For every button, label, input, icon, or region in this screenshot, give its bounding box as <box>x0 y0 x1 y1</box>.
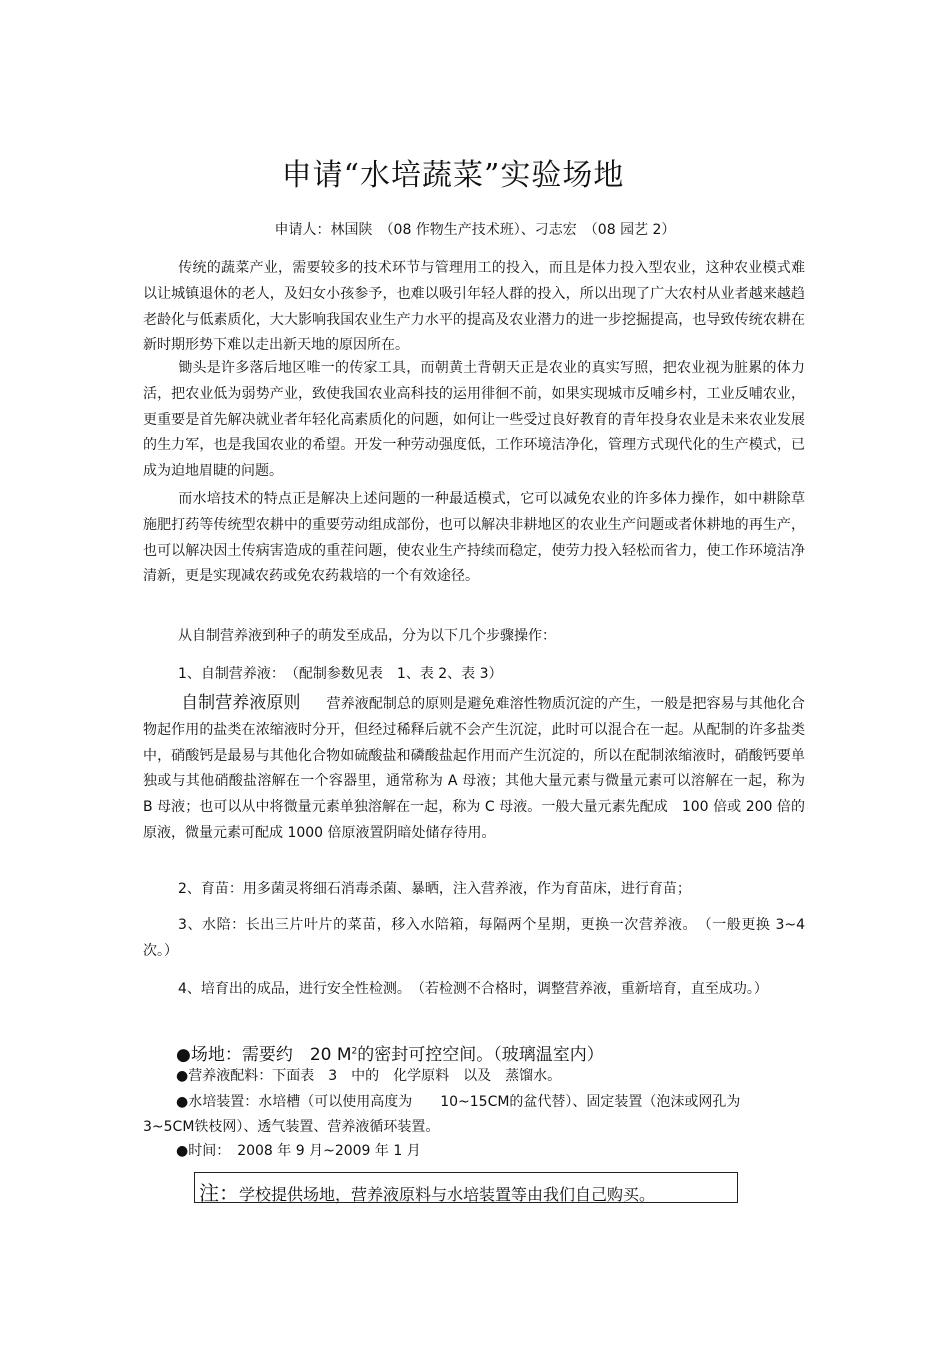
paragraph-3 <box>143 487 805 590</box>
principle-text: 营养液配制总的原则是避免难溶性物质沉淀的产生，一般是把容易与其他化合物起作用的盐类在浓缩液时分开，但经过稀释后就不会产生沉淀，此时可以混合在一起。从配制的许多盐类中，硝酸钙是最易与其他化合物如硫酸盐和磷酸盐起作用而产生沉淀的，所以在配制浓缩液时，硝酸钙要单独或与其他硝酸盐溶解在一个容器里，通常称为 A 母液；其他大量元素与微量元素可以溶解在一起，称为 B 母液；也可以从中将微量元素单独溶解在一起，称为 C 母液。一般大量元素先配成 100 倍或 200 倍的原液，微量元素可配成 1000 倍原液置阴暗处储存待用。 <box>143 696 806 841</box>
note-content <box>199 1177 655 1206</box>
step-4-text: 4、培育出的成品，进行安全性检测。 （若检测不合格时，调整营养液，重新培育，直至成功。） <box>178 981 768 997</box>
step-3 <box>143 913 805 965</box>
bullet-time: ●时间： 2008 年 9 月~2009 年 1 月 <box>176 1143 421 1159</box>
paragraph-4 <box>143 624 805 650</box>
paragraph-2 <box>143 356 805 485</box>
paragraph-2-text: 锄头是许多落后地区唯一的传家工具，而朝黄土背朝天正是农业的真实写照，把农业视为脏累的体力活，把农业低为弱势产业，致使我国农业高科技的运用徘徊不前，如果实现城市反哺乡村，工业反哺农业，更重要是首先解决就业者年轻化高素质化的问题，如何让一些受过良好教育的青年投身农业是未来农业发展的生力军，也是我国农业的希望。开发一种劳动强度低，工作环境洁净化，管理方式现代化的生产模式，已成为迫地眉睫的问题。 <box>143 360 805 480</box>
paragraph-3-text: 而水培技术的特点正是解决上述问题的一种最适模式，它可以减免农业的许多体力操作，如中耕除草施肥打药等传统型农耕中的重要劳动组成部份，也可以解决非耕地区的农业生产问题或者休耕地的再生产，也可以解决因土传病害造成的重茬问题，使农业生产持续而稳定，使劳力投入轻松而省力，使工作环境洁净清新，更是实现减农药或免农药栽培的一个有效途径。 <box>143 491 805 585</box>
site-superscript: 2 <box>351 1046 358 1057</box>
bullet-device-line-2: 3~5CM铁枝网）、透气装置、营养液循环装置。 <box>143 1119 440 1135</box>
bullet-device-line-1: ●水培装置：水培槽（可以使用高度为 10~15CM的盆代替）、固定装置（泡沫或网孔为 <box>176 1094 741 1110</box>
site-requirement <box>176 1040 604 1065</box>
step-3-text: 3、水陪：长出三片叶片的菜苗，移入水陪箱，每隔两个星期，更换一次营养液。 （一般更换 3~4 次。） <box>143 917 805 959</box>
note-box <box>194 1172 738 1203</box>
paragraph-4-text: 从自制营养液到种子的萌发至成品，分为以下几个步骤操作： <box>178 628 556 644</box>
document-title: 申请“水培蔬菜”实验场地 <box>281 158 625 193</box>
bullet-material: ●营养液配料：下面表 3 中的 化学原料 以及 蒸馏水。 <box>176 1068 562 1084</box>
site-main-text: ●场地：需要约 20 M <box>176 1045 352 1065</box>
step-1: 1、自制营养液： （配制参数见表 1、表 2、表 3） <box>178 666 503 682</box>
site-rest-text: 的密封可控空间。（玻璃温室内） <box>357 1045 604 1065</box>
note-text: 学校提供场地，营养液原料与水培装置等由我们自己购买。 <box>239 1185 656 1204</box>
applicant-line: 申请人：林国陕 （08 作物生产技术班）、刁志宏 （08 园艺 2） <box>274 222 676 238</box>
principle-paragraph <box>143 691 805 847</box>
paragraph-1-text: 传统的蔬菜产业，需要较多的技术环节与管理用工的投入，而且是体力投入型农业，这种农业模式难以让城镇退休的老人，及妇女小孩参予，也难以吸引年轻人群的投入，所以出现了广大农村从业者越来越趋老龄化与低素质化，大大影响我国农业生产力水平的提高及农业潜力的进一步挖掘提高，也导致传统农耕在新时期形势下难以走出新天地的原因所在。 <box>143 260 805 354</box>
paragraph-1 <box>143 256 805 359</box>
principle-heading: 自制营养液原则 <box>181 693 301 713</box>
note-lead: 注： <box>199 1181 239 1205</box>
step-4 <box>143 977 805 1003</box>
step-2: 2、育苗：用多菌灵将细石消毒杀菌、暴晒，注入营养液，作为育苗床，进行育苗； <box>178 881 691 897</box>
